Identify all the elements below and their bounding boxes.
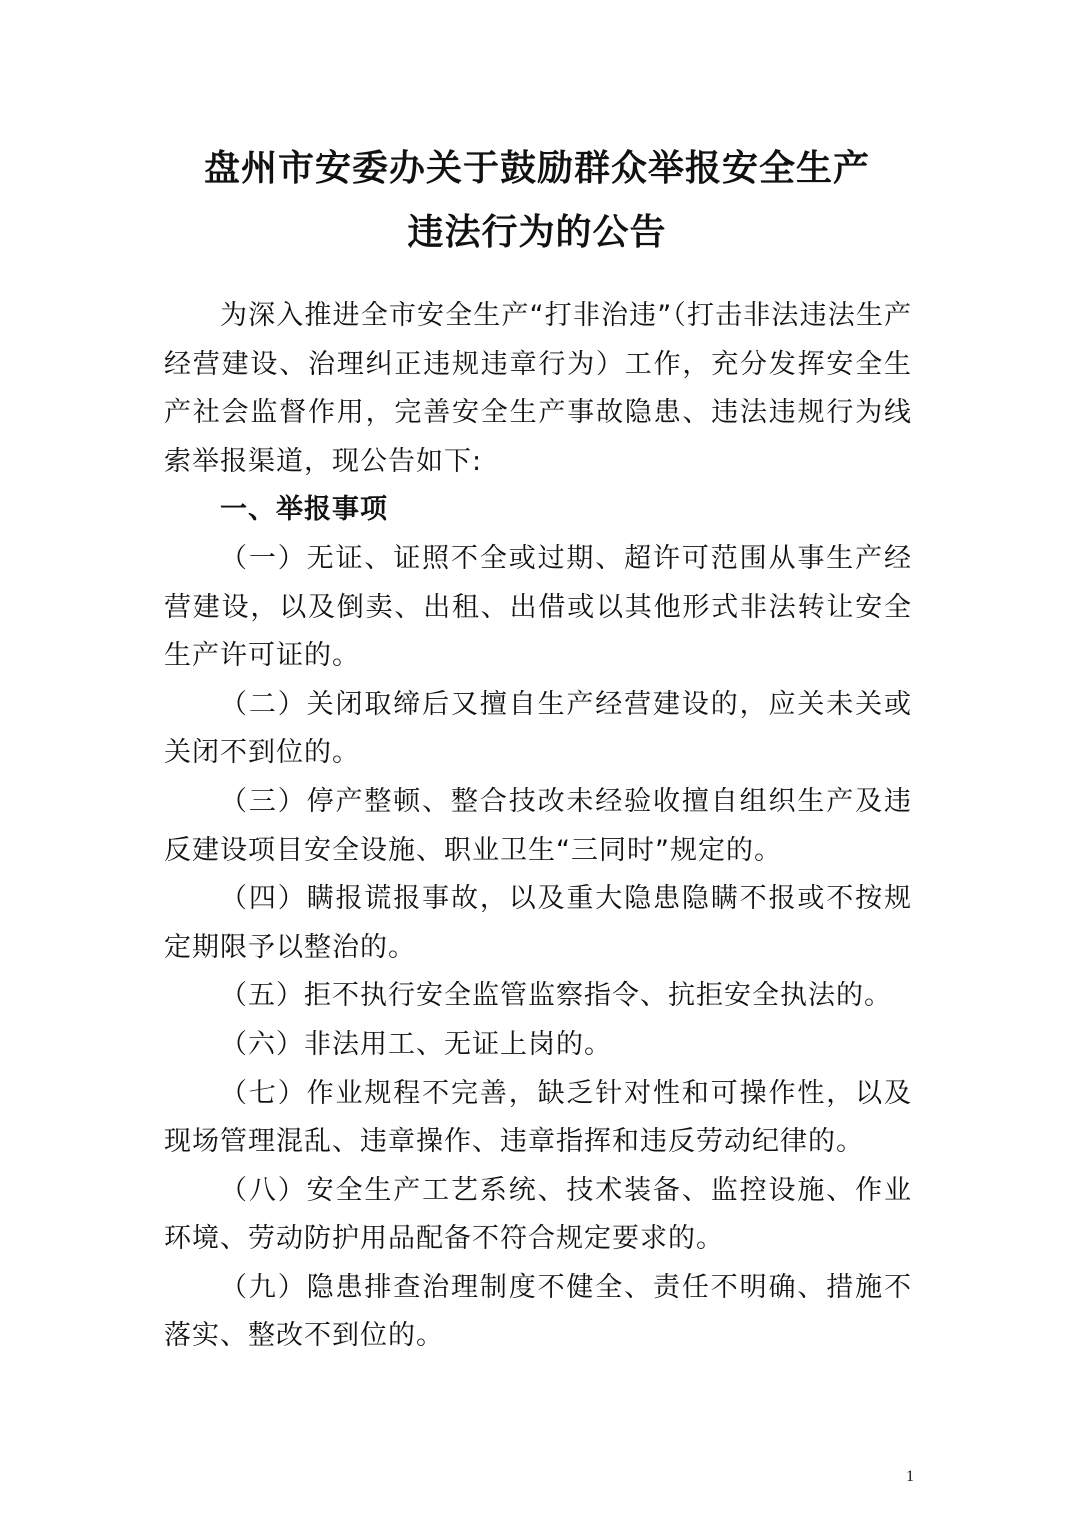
document-body bbox=[164, 292, 912, 1361]
report-item-3: （三）停产整顿、整合技改未经验收擅自组织生产及违反建设项目安全设施、职业卫生“三同时”规定的。 bbox=[164, 785, 912, 866]
page-number: 1 bbox=[906, 1468, 914, 1485]
report-item-1: （一）无证、证照不全或过期、超许可范围从事生产经营建设，以及倒卖、出租、出借或以其他形式非法转让安全生产许可证的。 bbox=[164, 542, 912, 672]
report-item-4: （四）瞒报谎报事故，以及重大隐患隐瞒不报或不按规定期限予以整治的。 bbox=[164, 883, 912, 963]
section-heading-report-items: 一、举报事项 bbox=[220, 494, 388, 526]
document-title-line-1: 盘州市安委办关于鼓励群众举报安全生产 bbox=[203, 147, 870, 189]
report-item-5: （五）拒不执行安全监管监察指令、抗拒安全执法的。 bbox=[220, 980, 892, 1012]
intro-paragraph: 为深入推进全市安全生产“打非治违”（打击非法违法生产经营建设、治理纠正违规违章行为）工作，充分发挥安全生产社会监督作用，完善安全生产事故隐患、违法违规行为线索举报渠道，现公告如下: bbox=[164, 300, 912, 477]
report-item-9: （九）隐患排查治理制度不健全、责任不明确、措施不落实、整改不到位的。 bbox=[164, 1271, 912, 1352]
document-title-line-2: 违法行为的公告 bbox=[407, 211, 667, 253]
report-item-2: （二）关闭取缔后又擅自生产经营建设的，应关未关或关闭不到位的。 bbox=[164, 688, 912, 769]
report-item-8: （八）安全生产工艺系统、技术装备、监控设施、作业环境、劳动防护用品配备不符合规定要求的。 bbox=[164, 1174, 912, 1255]
report-item-6: （六）非法用工、无证上岗的。 bbox=[220, 1028, 612, 1060]
report-item-7: （七）作业规程不完善，缺乏针对性和可操作性，以及现场管理混乱、违章操作、违章指挥和违反劳动纪律的。 bbox=[164, 1077, 912, 1158]
